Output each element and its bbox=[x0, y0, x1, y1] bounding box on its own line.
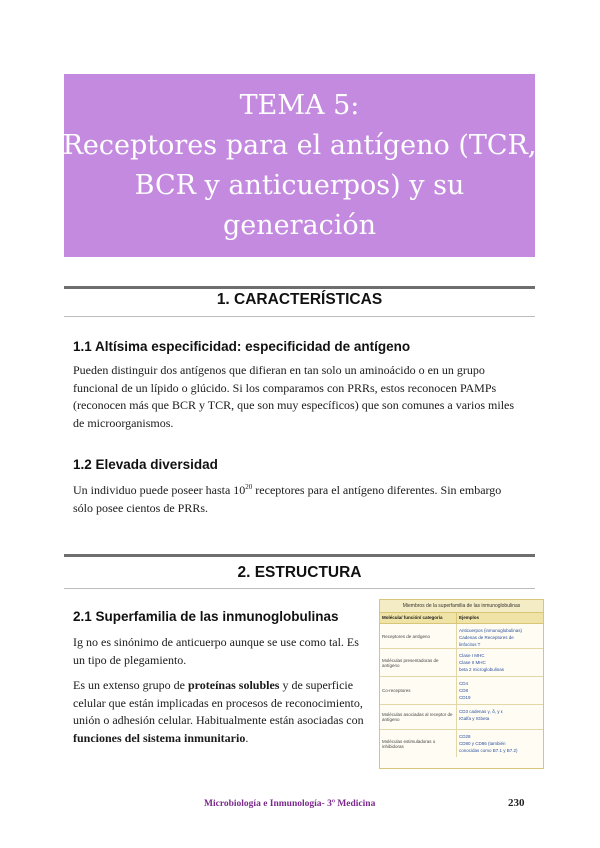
table-row: Receptores de antígeno Anticuerpos (inmunoglobulinas) Cadenas de Receptores de linfocitos T bbox=[380, 624, 543, 649]
table-row: Co-receptores CD4 CD8 CD19 bbox=[380, 677, 543, 705]
table-header-examples: Ejemplos bbox=[459, 615, 480, 620]
title-banner bbox=[64, 74, 535, 257]
section-1-heading: 1. CARACTERÍSTICAS bbox=[216, 291, 383, 308]
page-number: 230 bbox=[508, 797, 525, 809]
table-row: Moléculas asociadas al receptor de antígeno CD3 cadenas γ, δ, y ε IGalfa y IGbeta bbox=[380, 705, 543, 730]
subsection-1-1-paragraph: Pueden distinguir dos antígenos que difieran en tan solo un aminoácido o en un grupo funcional de un lípido o glúcido. Si los comparamos con PRRs, estos reconocen PAMPs (reconocen más que BCR y TCR, que son muy específicos) que son comunes a varios miles de microorganismos. bbox=[73, 363, 515, 430]
section-2-bottom-rule bbox=[64, 588, 535, 589]
title-line-4: generación bbox=[222, 209, 377, 241]
title-line-2: Receptores para el antígeno (TCR, bbox=[62, 129, 537, 161]
table-header-category: Molécula/ función/ categoría bbox=[380, 613, 457, 623]
title-line-3: BCR y anticuerpos) y su bbox=[134, 169, 465, 201]
section-1-bottom-rule bbox=[64, 316, 535, 317]
subsection-1-1-heading: 1.1 Altísima especificidad: especificidad de antígeno bbox=[73, 339, 411, 354]
section-2-top-rule bbox=[64, 554, 535, 557]
immunoglobulin-superfamily-table-image bbox=[379, 599, 544, 769]
subsection-1-2-heading: 1.2 Elevada diversidad bbox=[73, 457, 218, 472]
table-title: Miembros de la superfamilia de las inmunoglobulinas bbox=[380, 600, 543, 613]
section-1-top-rule bbox=[64, 286, 535, 289]
title-line-1: TEMA 5: bbox=[239, 89, 360, 121]
subsection-2-1-heading: 2.1 Superfamilia de las inmunoglobulinas bbox=[73, 609, 339, 624]
section-2-heading: 2. ESTRUCTURA bbox=[237, 564, 362, 581]
subsection-1-2-paragraph: Un individuo puede poseer hasta $10^{20}$ receptores para el antígeno diferentes. Sin embargo sólo posee cientos de PRRs. bbox=[73, 483, 502, 515]
table-row: Moléculas estimuladoras o inhibidoras CD28 CD80 y CD86 (también conocidas como B7.1 y B7.2) bbox=[380, 730, 543, 757]
subsection-2-1-paragraph-2: Es un extenso grupo de proteínas solubles y de superficie celular que están implicadas en procesos de reconocimiento, unión o adhesión celular. Habitualmente están asociadas con funciones del sistema inmunitario. bbox=[73, 678, 364, 745]
subsection-2-1-paragraph-1: Ig no es sinónimo de anticuerpo aunque se use como tal. Es un tipo de plegamiento. bbox=[73, 635, 359, 667]
footer-course-label: Microbiología e Inmunología- 3º Medicina bbox=[204, 799, 376, 809]
table-row: Moléculas presentadoras de antígeno Clase I MHC Clase II MHC beta 2 microglobulinas bbox=[380, 649, 543, 677]
table-header-row bbox=[380, 613, 543, 624]
